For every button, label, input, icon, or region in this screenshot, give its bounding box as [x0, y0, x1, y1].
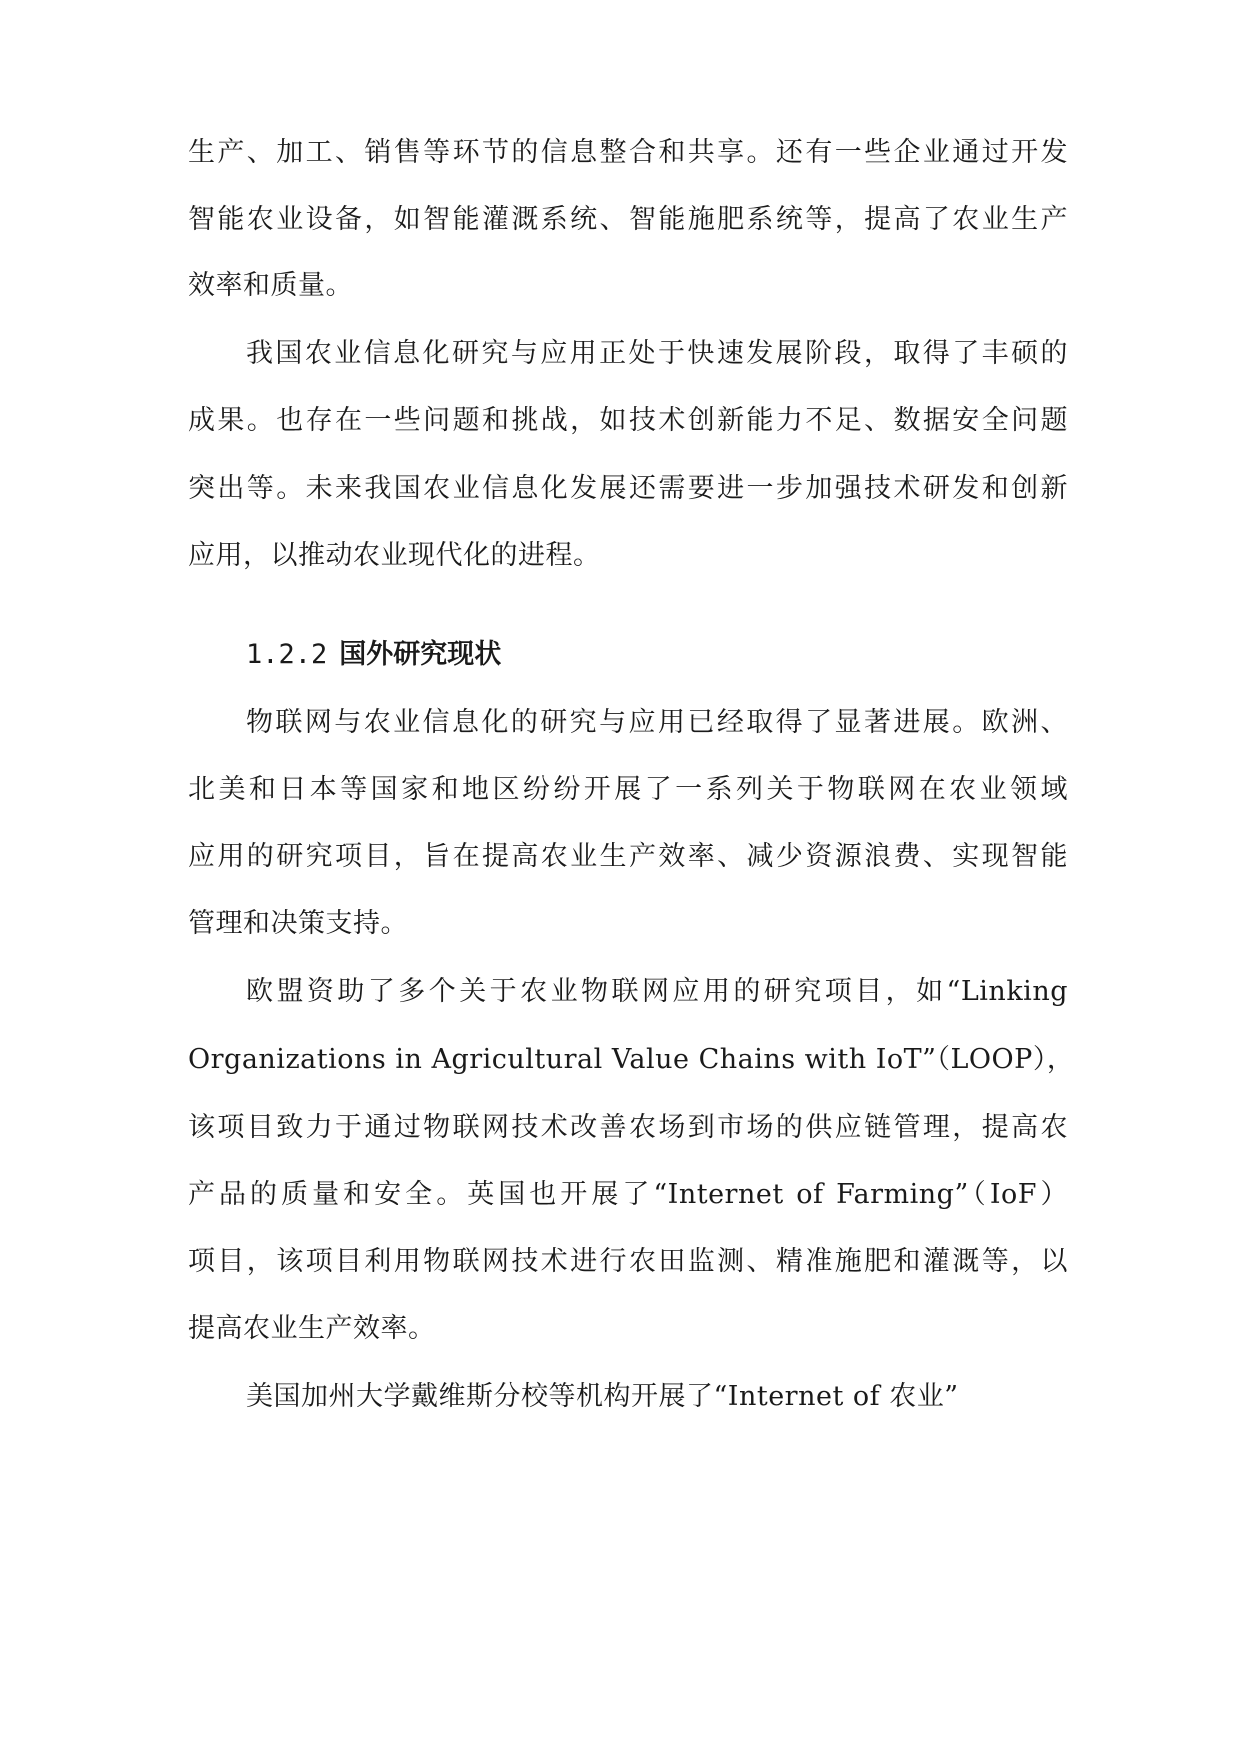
paragraph-line: 我国农业信息化研究与应用正处于快速发展阶段，取得了丰硕的 [246, 338, 1068, 369]
paragraph-line: 应用的研究项目，旨在提高农业生产效率、减少资源浪费、实现智能 [188, 841, 1068, 872]
paragraph-line: 管理和决策支持。 [188, 908, 408, 939]
section-number: 1.2.2 [246, 639, 328, 670]
paragraph-line: 智能农业设备，如智能灌溉系统、智能施肥系统等，提高了农业生产 [188, 204, 1068, 235]
paragraph-line: 该项目致力于通过物联网技术改善农场到市场的供应链管理，提高农 [188, 1112, 1068, 1143]
section-title: 国外研究现状 [339, 639, 502, 670]
paragraph-line: 成果。也存在一些问题和挑战，如技术创新能力不足、数据安全问题 [188, 405, 1068, 436]
paragraph-line: 效率和质量。 [188, 270, 353, 301]
paragraph-line: 项目，该项目利用物联网技术进行农田监测、精准施肥和灌溉等，以 [188, 1246, 1068, 1277]
paragraph-line: 提高农业生产效率。 [188, 1313, 436, 1344]
paragraph-line: Organizations in Agricultural Value Chains with IoT”（LOOP）， [188, 1044, 1075, 1075]
paragraph-line: 北美和日本等国家和地区纷纷开展了一系列关于物联网在农业领域 [188, 774, 1068, 805]
paragraph-line: 生产、加工、销售等环节的信息整合和共享。还有一些企业通过开发 [188, 137, 1068, 168]
paragraph-line: 产品的质量和安全。英国也开展了“Internet of Farming”（IoF） [188, 1179, 1068, 1210]
section-heading [246, 635, 501, 675]
paragraph-line: 美国加州大学戴维斯分校等机构开展了“Internet of 农业” [246, 1381, 959, 1412]
paragraph-line: 突出等。未来我国农业信息化发展还需要进一步加强技术研发和创新 [188, 473, 1068, 504]
paragraph-line: 物联网与农业信息化的研究与应用已经取得了显著进展。欧洲、 [246, 707, 1068, 738]
paragraph-line: 欧盟资助了多个关于农业物联网应用的研究项目，如“Linking [246, 976, 1068, 1007]
paragraph-line: 应用，以推动农业现代化的进程。 [188, 540, 601, 571]
